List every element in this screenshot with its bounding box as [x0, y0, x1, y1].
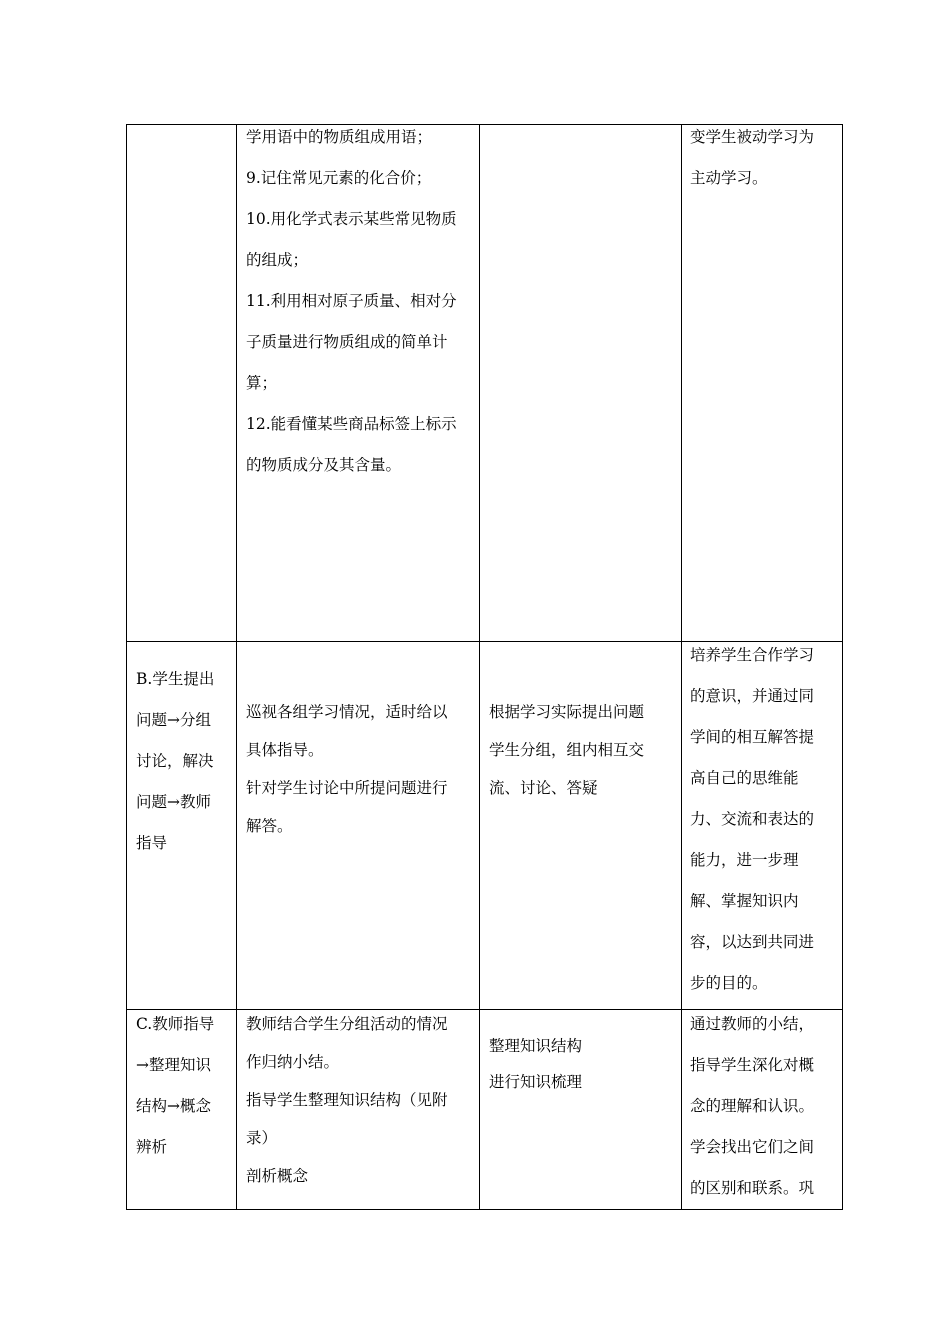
text-line: 解答。 [246, 817, 293, 835]
text-line: 11.利用相对原子质量、相对分 [246, 292, 457, 310]
table-row [127, 642, 843, 1010]
text-line: →整理知识 [136, 1056, 211, 1074]
text-line: 学间的相互解答提 [690, 728, 815, 746]
text-line: 学会找出它们之间 [690, 1138, 815, 1156]
text-line: 根据学习实际提出问题 [489, 703, 645, 721]
text-line: 能力，进一步理 [690, 851, 799, 869]
text-line: C.教师指导 [136, 1015, 215, 1033]
student-activity-cell [480, 642, 682, 1010]
design-intent-cell [682, 1010, 843, 1210]
stage-cell [127, 642, 237, 1010]
text-line: 结构→概念 [136, 1097, 211, 1115]
text-line: 问题→教师 [136, 793, 211, 811]
text-line: 进行知识梳理 [489, 1073, 583, 1091]
student-activity-cell [480, 125, 682, 642]
text-line: 通过教师的小结， [690, 1015, 815, 1033]
text-line: 算； [246, 374, 278, 392]
stage-cell [127, 1010, 237, 1210]
text-line: 讨论，解决 [136, 752, 214, 770]
text-line: 子质量进行物质组成的简单计 [246, 333, 448, 351]
text-line: 10.用化学式表示某些常见物质 [246, 210, 457, 228]
text-line: 巡视各组学习情况，适时给以 [246, 703, 448, 721]
design-intent-cell [682, 125, 843, 642]
table-row [127, 1010, 843, 1210]
text-line: 学用语中的物质组成用语； [246, 128, 433, 146]
text-line: 整理知识结构 [489, 1037, 583, 1055]
student-activity-cell [480, 1010, 682, 1210]
text-line: 教师结合学生分组活动的情况 [246, 1015, 448, 1033]
text-line: 的组成； [246, 251, 309, 269]
text-line: 针对学生讨论中所提问题进行 [246, 779, 448, 797]
text-line: 培养学生合作学习 [690, 646, 815, 664]
lesson-plan-table [126, 124, 843, 1210]
text-line: 高自己的思维能 [690, 769, 799, 787]
stage-cell [127, 125, 237, 642]
teacher-activity-cell [237, 1010, 480, 1210]
text-line: 流、讨论、答疑 [489, 779, 598, 797]
text-line: 作归纳小结。 [246, 1053, 340, 1071]
text-line: 变学生被动学习为 [690, 128, 815, 146]
text-line: 容，以达到共同进 [690, 933, 815, 951]
text-line: 念的理解和认识。 [690, 1097, 815, 1115]
table-row [127, 125, 843, 642]
text-line: 的意识，并通过同 [690, 687, 815, 705]
text-line: 学生分组，组内相互交 [489, 741, 645, 759]
text-line: 12.能看懂某些商品标签上标示 [246, 415, 457, 433]
text-line: B.学生提出 [136, 670, 215, 688]
text-line: 步的目的。 [690, 974, 768, 992]
text-line: 问题→分组 [136, 711, 211, 729]
teacher-activity-cell [237, 125, 480, 642]
design-intent-cell [682, 642, 843, 1010]
text-line: 指导 [136, 834, 168, 852]
text-line: 的物质成分及其含量。 [246, 456, 402, 474]
teacher-activity-cell [237, 642, 480, 1010]
text-line: 录） [246, 1129, 278, 1147]
text-line: 的区别和联系。巩 [690, 1179, 815, 1197]
text-line: 主动学习。 [690, 169, 768, 187]
text-line: 具体指导。 [246, 741, 324, 759]
text-line: 辨析 [136, 1138, 168, 1156]
text-line: 解、掌握知识内 [690, 892, 799, 910]
text-line: 9.记住常见元素的化合价； [246, 169, 432, 187]
text-line: 剖析概念 [246, 1167, 309, 1185]
text-line: 力、交流和表达的 [690, 810, 815, 828]
text-line: 指导学生深化对概 [690, 1056, 815, 1074]
text-line: 指导学生整理知识结构（见附 [246, 1091, 448, 1109]
